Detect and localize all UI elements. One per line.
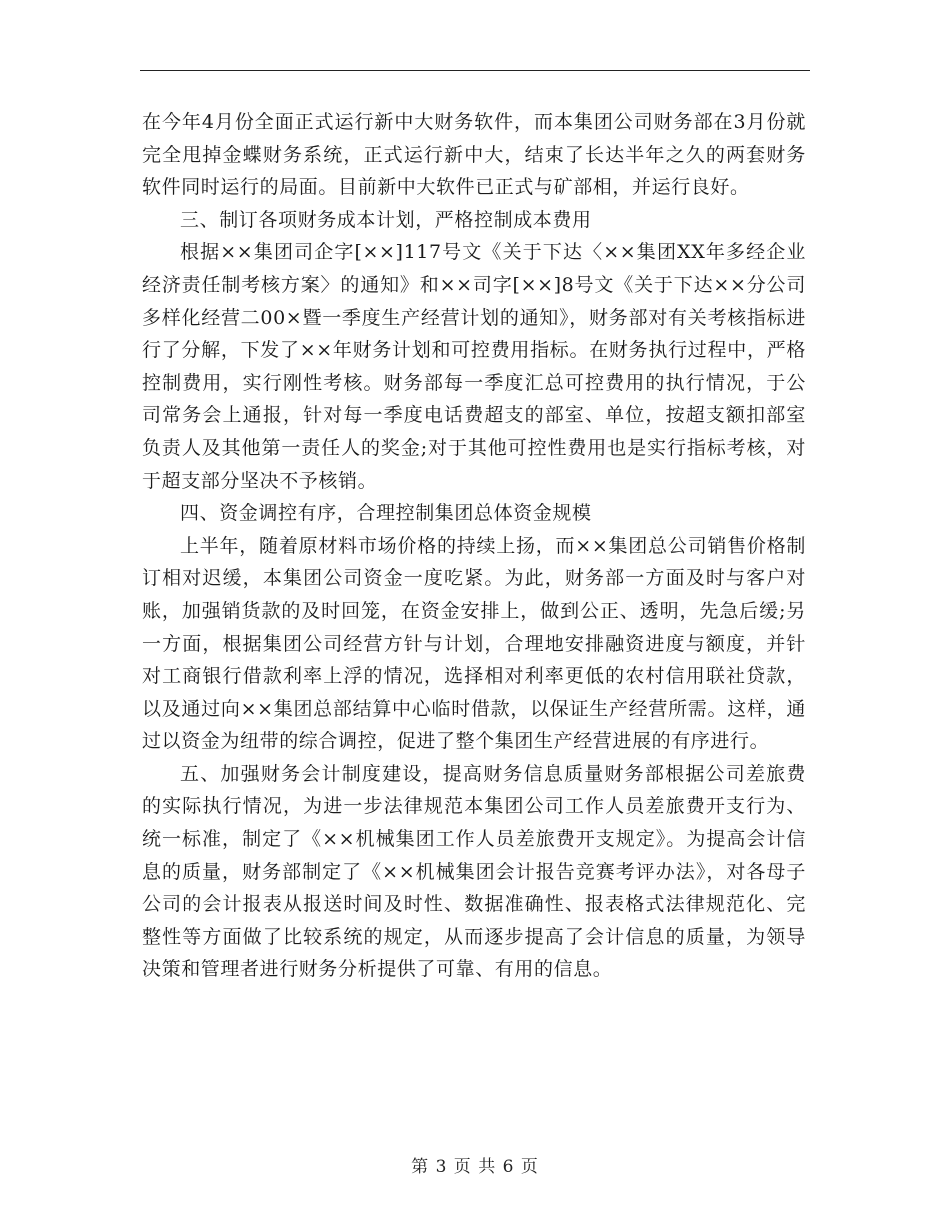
paragraph-fund-control: 上半年，随着原材料市场价格的持续上扬，而××集团总公司销售价格制订相对迟缓，本集团公司资金一度吃紧。为此，财务部一方面及时与客户对账，加强销货款的及时回笼，在资金安排上，做到公正、透明，先急后缓;另一方面，根据集团公司经营方针与计划，合理地安排融资进度与额度，并针对工商银行借款利率上浮的情况，选择相对利率更低的农村信用联社贷款，以及通过向××集团总部结算中心临时借款，以保证生产经营所需。这样，通过以资金为纽带的综合调控，促进了整个集团生产经营进展的有序进行。 xyxy=(142,534,806,753)
page-footer xyxy=(0,1152,950,1177)
header-rule xyxy=(140,70,810,71)
page-number: 第 3 页 共 6 页 xyxy=(411,1157,539,1177)
paragraph-continuation: 在今年4月份全面正式运行新中大财务软件，而本集团公司财务部在3月份就完全甩掉金蝶财务系统，正式运行新中大，结束了长达半年之久的两套财务软件同时运行的局面。目前新中大软件已正式与矿部相，并运行良好。 xyxy=(142,111,806,199)
document-body xyxy=(142,106,806,986)
section-heading-fund-control: 四、资金调控有序，合理控制集团总体资金规模 xyxy=(180,502,592,525)
section-heading-cost-plan: 三、制订各项财务成本计划，严格控制成本费用 xyxy=(180,208,592,231)
paragraph-accounting-system: 五、加强财务会计制度建设，提高财务信息质量财务部根据公司差旅费的实际执行情况，为进一步法律规范本集团公司工作人员差旅费开支行为、统一标准，制定了《××机械集团工作人员差旅费开支规定》。为提高会计信息的质量，财务部制定了《××机械集团会计报告竞赛考评办法》，对各母子公司的会计报表从报送时间及时性、数据准确性、报表格式法律规范化、完整性等方面做了比较系统的规定，从而逐步提高了会计信息的质量，为领导决策和管理者进行财务分析提供了可靠、有用的信息。 xyxy=(142,762,806,981)
paragraph-cost-control: 根据××集团司企字[××]117号文《关于下达〈××集团XX年多经企业经济责任制考核方案〉的通知》和××司字[××]8号文《关于下达××分公司多样化经营二00×暨一季度生产经营计划的通知》，财务部对有关考核指标进行了分解，下发了××年财务计划和可控费用指标。在财务执行过程中，严格控制费用，实行刚性考核。财务部每一季度汇总可控费用的执行情况，于公司常务会上通报，针对每一季度电话费超支的部室、单位，按超支额扣部室负责人及其他第一责任人的奖金;对于其他可控性费用也是实行指标考核，对于超支部分坚决不予核销。 xyxy=(142,241,806,492)
